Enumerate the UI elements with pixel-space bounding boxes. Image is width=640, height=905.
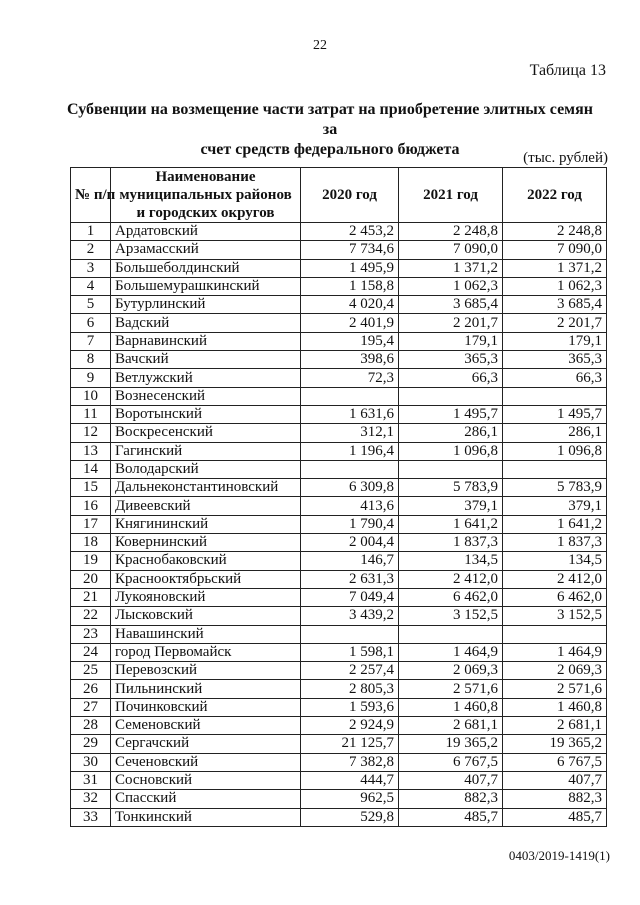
table-row — [71, 223, 607, 241]
row-district-name: Сергачский — [111, 735, 301, 753]
row-value-2022: 19 365,2 — [503, 735, 607, 753]
row-number: 20 — [71, 570, 111, 588]
row-number: 19 — [71, 552, 111, 570]
row-value-2020: 312,1 — [301, 424, 399, 442]
row-number: 28 — [71, 717, 111, 735]
row-value-2020: 962,5 — [301, 790, 399, 808]
row-number: 21 — [71, 588, 111, 606]
row-value-2022: 3 152,5 — [503, 607, 607, 625]
row-value-2020 — [301, 460, 399, 478]
row-value-2021: 134,5 — [399, 552, 503, 570]
row-value-2022: 66,3 — [503, 369, 607, 387]
row-district-name: Спасский — [111, 790, 301, 808]
row-value-2020: 1 495,9 — [301, 259, 399, 277]
row-district-name: Ардатовский — [111, 223, 301, 241]
row-value-2021: 485,7 — [399, 808, 503, 826]
page-number: 22 — [313, 38, 327, 53]
row-value-2021: 2 069,3 — [399, 662, 503, 680]
row-value-2021 — [399, 387, 503, 405]
row-number: 27 — [71, 698, 111, 716]
row-value-2020: 444,7 — [301, 771, 399, 789]
row-value-2022 — [503, 387, 607, 405]
row-value-2022: 2 069,3 — [503, 662, 607, 680]
row-value-2021: 1 371,2 — [399, 259, 503, 277]
row-number: 1 — [71, 223, 111, 241]
row-district-name: Лысковский — [111, 607, 301, 625]
table-row — [71, 625, 607, 643]
row-number: 31 — [71, 771, 111, 789]
row-number: 17 — [71, 515, 111, 533]
row-district-name: город Первомайск — [111, 643, 301, 661]
row-number: 11 — [71, 405, 111, 423]
row-district-name: Ветлужский — [111, 369, 301, 387]
row-number: 29 — [71, 735, 111, 753]
header-name: Наименование муниципальных районов и городских округов — [111, 168, 301, 223]
row-value-2022: 6 462,0 — [503, 588, 607, 606]
row-value-2020: 1 593,6 — [301, 698, 399, 716]
row-district-name: Семеновский — [111, 717, 301, 735]
row-value-2022: 5 783,9 — [503, 479, 607, 497]
row-value-2020: 7 734,6 — [301, 241, 399, 259]
row-value-2021: 365,3 — [399, 351, 503, 369]
table-row — [71, 497, 607, 515]
row-district-name: Вачский — [111, 351, 301, 369]
row-value-2020 — [301, 625, 399, 643]
row-value-2022: 2 571,6 — [503, 680, 607, 698]
table-header-row — [71, 168, 607, 223]
row-district-name: Большемурашкинский — [111, 277, 301, 295]
row-value-2022: 6 767,5 — [503, 753, 607, 771]
row-value-2021: 1 460,8 — [399, 698, 503, 716]
table-row — [71, 460, 607, 478]
row-value-2021: 6 462,0 — [399, 588, 503, 606]
row-value-2020: 7 049,4 — [301, 588, 399, 606]
row-number: 30 — [71, 753, 111, 771]
row-district-name: Краснобаковский — [111, 552, 301, 570]
row-value-2020: 2 401,9 — [301, 314, 399, 332]
row-district-name: Тонкинский — [111, 808, 301, 826]
row-value-2021: 179,1 — [399, 332, 503, 350]
document-code: 0403/2019-1419(1) — [508, 848, 610, 863]
row-number: 15 — [71, 479, 111, 497]
header-number: № п/п — [71, 168, 111, 223]
subsidy-table — [70, 167, 607, 827]
table-row — [71, 735, 607, 753]
row-value-2020: 7 382,8 — [301, 753, 399, 771]
row-value-2022: 7 090,0 — [503, 241, 607, 259]
row-number: 14 — [71, 460, 111, 478]
row-value-2022: 379,1 — [503, 497, 607, 515]
row-value-2020: 1 598,1 — [301, 643, 399, 661]
row-value-2020: 1 158,8 — [301, 277, 399, 295]
row-value-2020: 4 020,4 — [301, 296, 399, 314]
row-value-2022: 1 371,2 — [503, 259, 607, 277]
document-title — [60, 100, 600, 160]
row-value-2020 — [301, 387, 399, 405]
table-row — [71, 442, 607, 460]
table-row — [71, 241, 607, 259]
row-value-2020: 1 196,4 — [301, 442, 399, 460]
row-value-2020: 72,3 — [301, 369, 399, 387]
table-row — [71, 424, 607, 442]
row-value-2021: 379,1 — [399, 497, 503, 515]
row-value-2020: 2 631,3 — [301, 570, 399, 588]
row-value-2022: 1 062,3 — [503, 277, 607, 295]
row-value-2021: 2 571,6 — [399, 680, 503, 698]
row-value-2022 — [503, 460, 607, 478]
row-district-name: Краснооктябрьский — [111, 570, 301, 588]
row-value-2021: 1 464,9 — [399, 643, 503, 661]
table-row — [71, 643, 607, 661]
row-value-2022: 2 681,1 — [503, 717, 607, 735]
table-row — [71, 588, 607, 606]
row-value-2022: 286,1 — [503, 424, 607, 442]
table-label: Таблица 13 — [529, 62, 606, 79]
header-2021: 2021 год — [399, 168, 503, 223]
row-value-2022: 1 464,9 — [503, 643, 607, 661]
row-value-2022: 134,5 — [503, 552, 607, 570]
table-row — [71, 607, 607, 625]
row-number: 9 — [71, 369, 111, 387]
row-number: 25 — [71, 662, 111, 680]
row-value-2021: 1 495,7 — [399, 405, 503, 423]
row-district-name: Воскресенский — [111, 424, 301, 442]
row-district-name: Большеболдинский — [111, 259, 301, 277]
row-district-name: Перевозский — [111, 662, 301, 680]
row-district-name: Арзамасский — [111, 241, 301, 259]
row-number: 24 — [71, 643, 111, 661]
row-value-2020: 529,8 — [301, 808, 399, 826]
row-number: 13 — [71, 442, 111, 460]
row-district-name: Дальнеконстантиновский — [111, 479, 301, 497]
row-value-2021: 3 152,5 — [399, 607, 503, 625]
row-value-2022: 365,3 — [503, 351, 607, 369]
row-value-2021: 882,3 — [399, 790, 503, 808]
table-row — [71, 771, 607, 789]
row-value-2021: 1 641,2 — [399, 515, 503, 533]
row-district-name: Володарский — [111, 460, 301, 478]
row-number: 32 — [71, 790, 111, 808]
row-district-name: Сосновский — [111, 771, 301, 789]
row-district-name: Варнавинский — [111, 332, 301, 350]
table-row — [71, 515, 607, 533]
table-row — [71, 277, 607, 295]
row-value-2021: 1 837,3 — [399, 534, 503, 552]
row-value-2021: 3 685,4 — [399, 296, 503, 314]
row-district-name: Дивеевский — [111, 497, 301, 515]
row-value-2021: 1 096,8 — [399, 442, 503, 460]
row-district-name: Пильнинский — [111, 680, 301, 698]
row-value-2021: 6 767,5 — [399, 753, 503, 771]
row-value-2020: 398,6 — [301, 351, 399, 369]
row-number: 7 — [71, 332, 111, 350]
row-value-2022: 882,3 — [503, 790, 607, 808]
row-value-2022: 1 495,7 — [503, 405, 607, 423]
row-value-2020: 2 004,4 — [301, 534, 399, 552]
row-value-2020: 2 257,4 — [301, 662, 399, 680]
row-value-2021: 1 062,3 — [399, 277, 503, 295]
row-number: 18 — [71, 534, 111, 552]
table-row — [71, 790, 607, 808]
row-value-2022: 2 412,0 — [503, 570, 607, 588]
table-row — [71, 680, 607, 698]
row-value-2022: 1 641,2 — [503, 515, 607, 533]
title-line-2: счет средств федерального бюджета — [200, 141, 460, 158]
row-district-name: Гагинский — [111, 442, 301, 460]
table-row — [71, 808, 607, 826]
row-value-2020: 195,4 — [301, 332, 399, 350]
row-value-2021: 2 681,1 — [399, 717, 503, 735]
row-district-name: Починковский — [111, 698, 301, 716]
row-value-2022: 407,7 — [503, 771, 607, 789]
table-row — [71, 314, 607, 332]
table-row — [71, 296, 607, 314]
row-value-2021: 2 412,0 — [399, 570, 503, 588]
row-value-2022: 485,7 — [503, 808, 607, 826]
row-value-2020: 2 805,3 — [301, 680, 399, 698]
row-value-2022: 1 096,8 — [503, 442, 607, 460]
header-2022: 2022 год — [503, 168, 607, 223]
row-value-2022: 2 201,7 — [503, 314, 607, 332]
row-district-name: Вадский — [111, 314, 301, 332]
table-row — [71, 534, 607, 552]
table-row — [71, 387, 607, 405]
row-number: 2 — [71, 241, 111, 259]
row-number: 6 — [71, 314, 111, 332]
row-value-2020: 6 309,8 — [301, 479, 399, 497]
row-district-name: Лукояновский — [111, 588, 301, 606]
table-row — [71, 662, 607, 680]
header-2020: 2020 год — [301, 168, 399, 223]
row-value-2022 — [503, 625, 607, 643]
row-district-name: Навашинский — [111, 625, 301, 643]
row-district-name: Воротынский — [111, 405, 301, 423]
row-number: 26 — [71, 680, 111, 698]
row-value-2021: 2 248,8 — [399, 223, 503, 241]
row-value-2021: 7 090,0 — [399, 241, 503, 259]
row-number: 23 — [71, 625, 111, 643]
row-number: 4 — [71, 277, 111, 295]
units-label: (тыс. рублей) — [523, 150, 608, 166]
table-row — [71, 698, 607, 716]
row-value-2021 — [399, 625, 503, 643]
table-row — [71, 552, 607, 570]
row-number: 10 — [71, 387, 111, 405]
row-value-2021: 2 201,7 — [399, 314, 503, 332]
row-district-name: Княгининский — [111, 515, 301, 533]
row-value-2022: 179,1 — [503, 332, 607, 350]
table-row — [71, 570, 607, 588]
row-value-2022: 1 460,8 — [503, 698, 607, 716]
table-row — [71, 717, 607, 735]
row-value-2022: 2 248,8 — [503, 223, 607, 241]
row-value-2020: 3 439,2 — [301, 607, 399, 625]
row-district-name: Бутурлинский — [111, 296, 301, 314]
table-row — [71, 405, 607, 423]
row-number: 5 — [71, 296, 111, 314]
row-number: 12 — [71, 424, 111, 442]
table-row — [71, 351, 607, 369]
row-number: 22 — [71, 607, 111, 625]
title-line-1: Субвенции на возмещение части затрат на приобретение элитных семян за — [67, 101, 593, 138]
row-value-2021: 19 365,2 — [399, 735, 503, 753]
table-body — [71, 223, 607, 827]
row-value-2020: 2 924,9 — [301, 717, 399, 735]
row-value-2020: 413,6 — [301, 497, 399, 515]
table-row — [71, 259, 607, 277]
row-district-name: Сеченовский — [111, 753, 301, 771]
row-value-2021 — [399, 460, 503, 478]
row-value-2022: 1 837,3 — [503, 534, 607, 552]
row-value-2021: 66,3 — [399, 369, 503, 387]
row-number: 3 — [71, 259, 111, 277]
row-value-2021: 286,1 — [399, 424, 503, 442]
row-value-2022: 3 685,4 — [503, 296, 607, 314]
row-district-name: Вознесенский — [111, 387, 301, 405]
row-number: 33 — [71, 808, 111, 826]
row-district-name: Ковернинский — [111, 534, 301, 552]
row-number: 16 — [71, 497, 111, 515]
row-value-2021: 407,7 — [399, 771, 503, 789]
row-value-2020: 2 453,2 — [301, 223, 399, 241]
table-row — [71, 369, 607, 387]
row-value-2020: 1 631,6 — [301, 405, 399, 423]
table-row — [71, 479, 607, 497]
row-value-2021: 5 783,9 — [399, 479, 503, 497]
row-value-2020: 146,7 — [301, 552, 399, 570]
row-value-2020: 21 125,7 — [301, 735, 399, 753]
row-value-2020: 1 790,4 — [301, 515, 399, 533]
table-row — [71, 332, 607, 350]
table-row — [71, 753, 607, 771]
row-number: 8 — [71, 351, 111, 369]
